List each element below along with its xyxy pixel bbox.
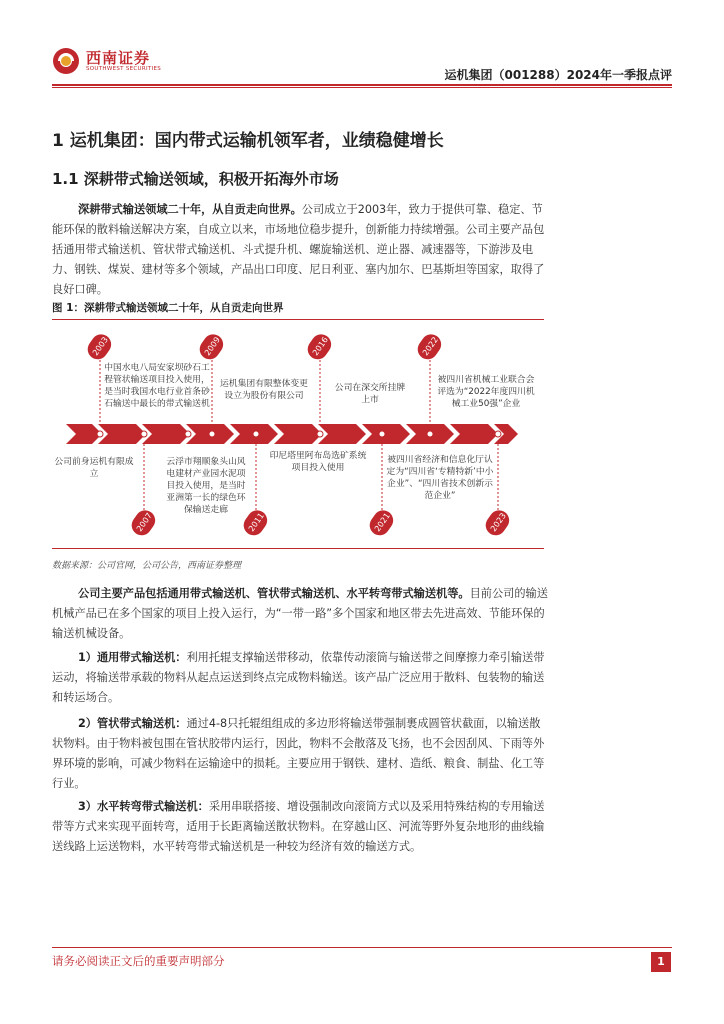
paragraph-intro: [52, 200, 548, 300]
paragraph-lead: 公司主要产品包括通用带式输送机、管状带式输送机、水平转弯带式输送机等。: [78, 587, 470, 600]
timeline-figure: [52, 322, 544, 544]
timeline-event: 公司前身运机有限成立: [54, 457, 134, 479]
paragraph-general-conveyor: [52, 648, 548, 708]
timeline-event: 公司在深交所挂牌上市: [334, 383, 406, 405]
paragraph-lead: 2）管状带式输送机：: [78, 717, 187, 730]
figure-source: 数据来源：公司官网，公司公告，西南证券整理: [52, 561, 242, 571]
year-badge: [414, 330, 445, 363]
timeline-event: 中国水电八局安家坝砂石工程管状输送项目投入使用，是当时我国水电行业首条砂石输送中最长的带式输送机: [104, 363, 210, 409]
paragraph-body: 利用托辊支撑输送带移动，依靠传动滚筒与输送带之间摩擦力牵引输送带运动，将输送带承载的物料从起点运送到终点完成物料输送。该产品广泛应用于散料、包装物的输送和转运场合。: [52, 651, 545, 704]
paragraph-lead: 深耕带式输送领域二十年，从自贡走向世界。: [78, 203, 302, 216]
svg-text:2016: 2016: [310, 335, 330, 358]
svg-text:2009: 2009: [202, 335, 222, 358]
paragraph-body: 公司成立于2003年，致力于提供可靠、稳定、节能环保的散料输送解决方案，自成立以来，市场地位稳步提升，创新能力持续增强。公司主要产品包括通用带式输送机、管状带式输送机、斗式提升机、螺旋输送机、逆止器、减速器等，下游涉及电力、钢铁、煤炭、建材等多个领域，产品出口印度、尼日利亚、塞内加尔、巴基斯坦等国家，取得了良好口碑。: [52, 203, 545, 296]
header-divider-thin: [52, 87, 672, 88]
year-badge: [196, 330, 227, 363]
paragraph-pipe-conveyor: [52, 714, 548, 794]
paragraph-products: [52, 584, 548, 644]
footer-disclaimer: 请务必阅读正文后的重要声明部分: [52, 954, 225, 968]
report-title: 运机集团（001288）2024年一季报点评: [444, 68, 672, 82]
paragraph-body: 采用串联搭接、增设强制改向滚筒方式以及采用特殊结构的专用输送带等方式来实现平面转弯，适用于长距离输送散状物料。在穿越山区、河流等野外复杂地形的曲线输送线路上运送物料，水平转弯带式输送机是一种较为经济有效的输送方式。: [52, 800, 545, 853]
figure-title: 图 1：深耕带式输送领域二十年，从自贡走向世界: [52, 300, 544, 320]
section-heading: 1 运机集团：国内带式运输机领军者，业绩稳健增长: [52, 131, 444, 151]
year-badge: [84, 330, 115, 363]
timeline-event: 被四川省机械工业联合会评选为“2022年度四川机械工业50强”企业: [437, 375, 535, 409]
svg-text:2021: 2021: [372, 511, 392, 534]
svg-text:2003: 2003: [90, 335, 110, 358]
logo-subtitle: SOUTHWEST SECURITIES: [86, 66, 162, 72]
page-number: 1: [651, 952, 671, 972]
year-badge: [366, 506, 397, 539]
svg-text:2011: 2011: [246, 511, 266, 534]
svg-text:2007: 2007: [134, 511, 154, 534]
logo-icon: [52, 47, 80, 75]
subsection-heading: 1.1 深耕带式输送领域，积极开拓海外市场: [52, 170, 339, 188]
paragraph-lead: 3）水平转弯带式输送机：: [78, 800, 209, 813]
svg-text:2022: 2022: [420, 335, 440, 358]
year-badge: [482, 506, 513, 539]
year-badge: [128, 506, 159, 539]
year-badge: [304, 330, 335, 363]
timeline-event: 被四川省经济和信息化厅认定为“四川省‘专精特新’中小企业”、“四川省技术创新示范企业”: [386, 455, 494, 501]
timeline-event: 云浮市翔顺象头山风电建材产业园水泥项目投入使用，是当时亚洲第一长的绿色环保输送走廊: [166, 457, 246, 515]
header-divider: [52, 84, 672, 86]
logo-text: 西南证券: [86, 49, 151, 67]
paragraph-lead: 1）通用带式输送机：: [78, 651, 187, 664]
paragraph-body: 目前公司的输送机械产品已在多个国家的项目上投入运行，为“一带一路”多个国家和地区带去先进高效、节能环保的输送机械设备。: [52, 587, 548, 640]
timeline-event: 印尼塔里阿布岛选矿系统项目投入使用: [269, 451, 367, 473]
paragraph-curved-conveyor: [52, 797, 548, 857]
figure-divider: [52, 548, 544, 549]
footer-divider: [52, 947, 672, 948]
svg-text:2023: 2023: [488, 511, 508, 534]
timeline-arrow: [66, 424, 518, 444]
timeline-event: 运机集团有限整体变更设立为股份有限公司: [220, 379, 308, 401]
paragraph-body: 通过4-8只托辊组组成的多边形将输送带强制裹成圆管状截面，以输送散状物料。由于物料被包围在管状胶带内运行，因此，物料不会散落及飞扬，也不会因刮风、下雨等外界环境的影响，可减少物料在运输途中的损耗。主要应用于钢铁、建材、造纸、粮食、制盐、化工等行业。: [52, 717, 545, 790]
